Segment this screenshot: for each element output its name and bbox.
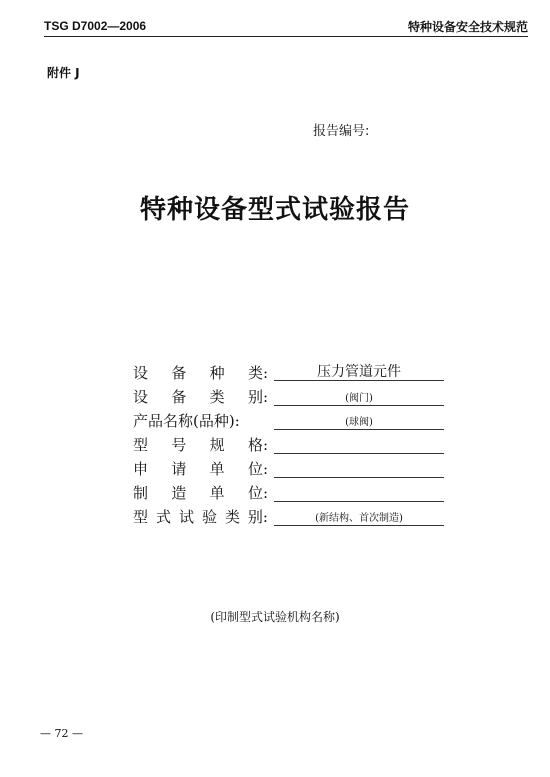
page-number: — 72 —: [40, 727, 83, 740]
field-value: (阀门): [274, 386, 444, 406]
field-row: [133, 482, 463, 506]
appendix-label: 附件 J: [47, 66, 80, 80]
report-fields: [133, 362, 463, 530]
field-label-char: 验: [201, 508, 217, 526]
field-value: (新结构、首次制造): [274, 506, 444, 526]
field-label: [133, 434, 268, 455]
field-label-char: 别:: [247, 388, 268, 406]
field-label-char: 备: [171, 388, 187, 406]
field-label-char: 请: [171, 460, 187, 478]
field-label-char: 制: [133, 484, 149, 502]
standard-series: 特种设备安全技术规范: [407, 20, 528, 34]
field-label-char: 造: [171, 484, 187, 502]
field-label-char: 式: [155, 508, 171, 526]
field-value: [274, 434, 444, 454]
field-label: [133, 482, 268, 503]
printer-note: (印制型式试验机构名称): [210, 610, 340, 624]
field-row: [133, 386, 463, 410]
field-label: [133, 410, 268, 431]
field-label-char: 别:: [247, 508, 268, 526]
field-label-char: 类:: [247, 364, 268, 382]
field-label-char: 规: [209, 436, 225, 454]
report-number-label: 报告编号:: [313, 124, 370, 139]
document-title: 特种设备型式试验报告: [139, 195, 410, 225]
field-label-char: 申: [133, 460, 149, 478]
field-label-char: 位:: [247, 484, 268, 502]
field-label: [133, 458, 268, 479]
field-row: [133, 434, 463, 458]
field-value: 压力管道元件: [274, 361, 444, 381]
field-label-char: 种: [209, 364, 225, 382]
field-label-char: 格:: [247, 436, 268, 454]
field-label: [133, 506, 268, 527]
field-value: [274, 482, 444, 502]
field-label-char: 位:: [247, 460, 268, 478]
field-label-char: 型: [133, 508, 149, 526]
field-value: [274, 458, 444, 478]
standard-code: TSG D7002—2006: [44, 19, 147, 33]
field-label-char: 型: [133, 436, 149, 454]
field-row: [133, 506, 463, 530]
field-row: [133, 410, 463, 434]
field-label: [133, 362, 268, 383]
field-label-char: 号: [171, 436, 187, 454]
field-label-char: 单: [209, 460, 225, 478]
field-label-char: 类: [209, 388, 225, 406]
field-label-char: 单: [209, 484, 225, 502]
field-label-char: 试: [178, 508, 194, 526]
page-header: [44, 18, 528, 37]
field-row: [133, 458, 463, 482]
field-row: [133, 362, 463, 386]
field-label-char: 设: [133, 388, 149, 406]
field-label-char: 产品名称(品种):: [133, 412, 240, 430]
field-label: [133, 386, 268, 407]
field-label-char: 类: [224, 508, 240, 526]
field-label-char: 设: [133, 364, 149, 382]
field-value: (球阀): [274, 410, 444, 430]
field-label-char: 备: [171, 364, 187, 382]
